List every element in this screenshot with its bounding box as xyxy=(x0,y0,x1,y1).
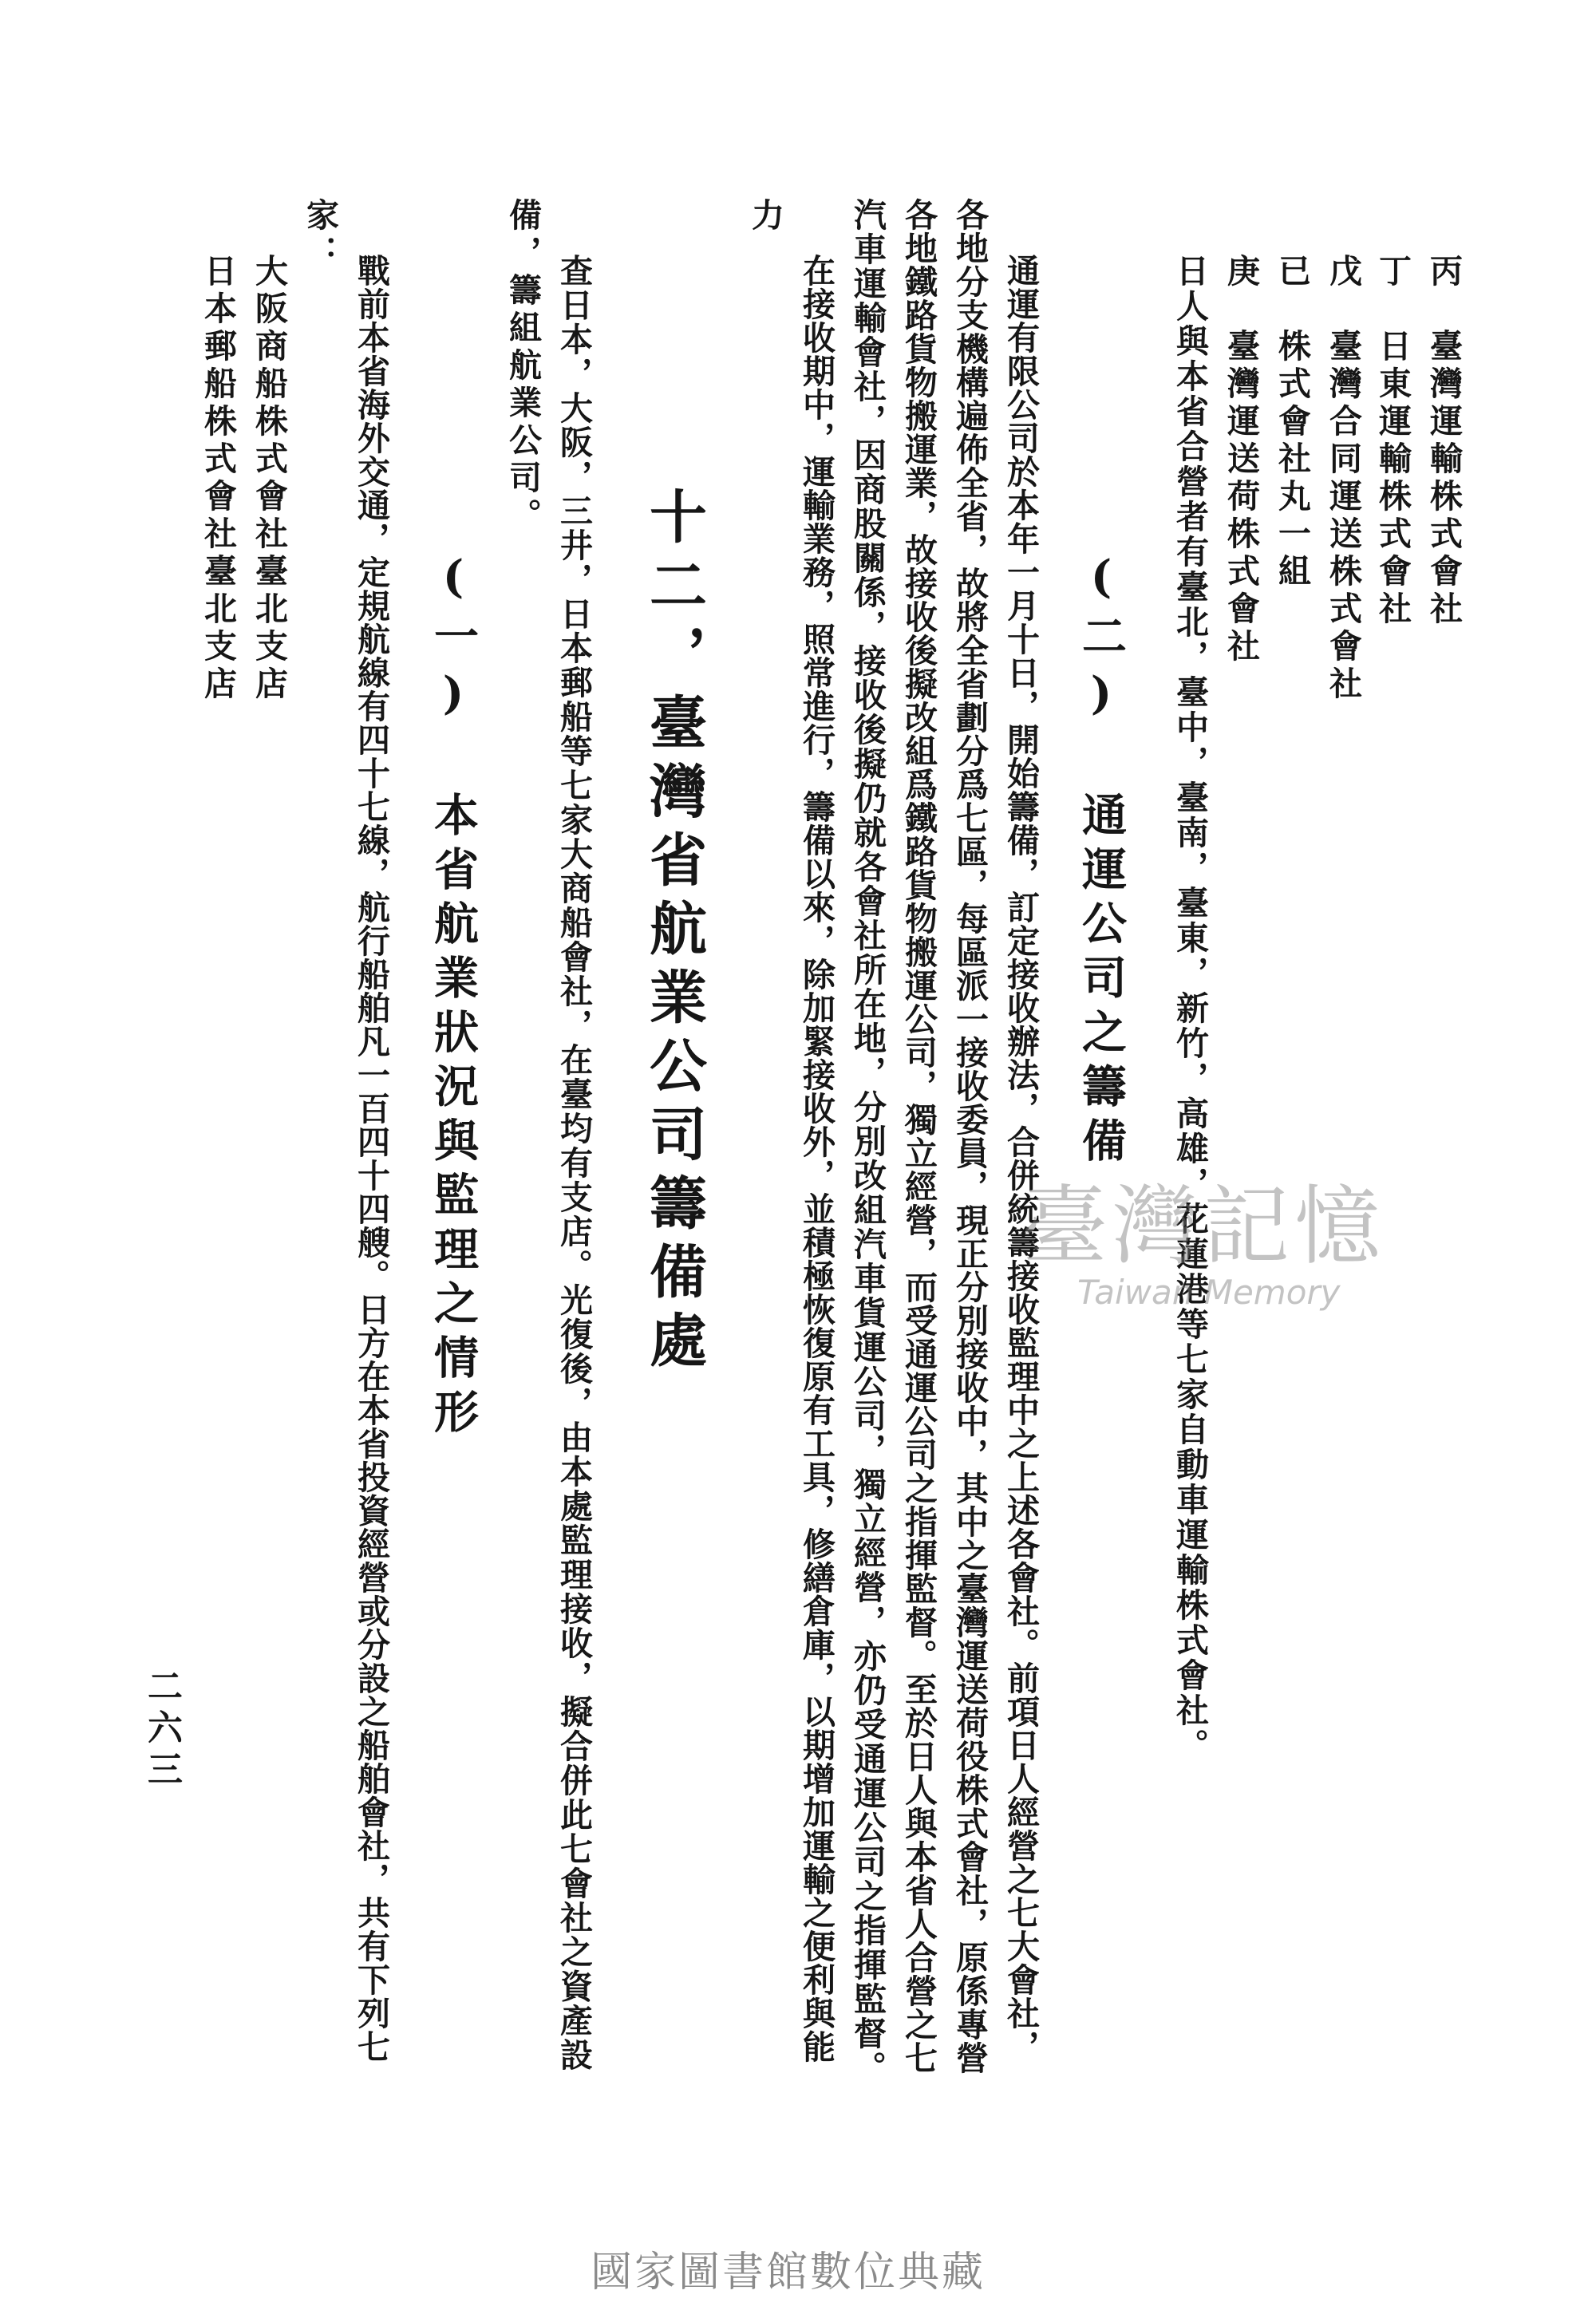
text-column: 丁 日東運輸株式會社 xyxy=(1373,254,1412,629)
text-column: 備，籌組航業公司。 xyxy=(504,198,542,535)
watermark-title: 臺灣記憶 xyxy=(1021,1177,1386,1277)
text-column: 各地鐵路貨物搬運業，故接收後擬改組爲鐵路貨物搬運公司，獨立經營，而受通運公司之指揮監督。至於日人與本省人合營之七 xyxy=(899,198,938,2075)
text-column: 庚 臺灣運送荷株式會社 xyxy=(1222,254,1260,666)
page-number: 二六三 xyxy=(141,1668,182,1792)
text-column: 已 株式會社丸一組 xyxy=(1273,254,1311,591)
text-column: 家： xyxy=(301,198,339,273)
text-column: 日本郵船株式會社臺北支店 xyxy=(199,254,237,704)
text-column: 在接收期中，運輸業務，照常進行，籌備以來，除加緊接收外，並積極恢復原有工具，修繕倉庫，以期增加運輸之便利與能 xyxy=(797,254,836,2063)
chapter-title: 十二，臺灣省航業公司籌備處 xyxy=(640,487,708,1379)
text-column: 丙 臺灣運輸株式會社 xyxy=(1424,254,1463,629)
footer-caption: 國家圖書館數位典藏 xyxy=(591,2249,986,2296)
text-column: 大阪商船株式會社臺北支店 xyxy=(250,254,288,704)
text-column: 各地分支機構遍佈全省，故將全省劃分爲七區，每區派一接收委員，現正分別接收中，其中之臺灣運送荷役株式會社，原係專營 xyxy=(950,198,989,2075)
text-column: 查日本，大阪，三井，日本郵船等七家大商船會社，在臺均有支店。光復後，由本處監理接收，擬合併此七會社之資產設 xyxy=(555,254,593,2072)
text-column: 戊 臺灣合同運送株式會社 xyxy=(1324,254,1362,704)
text-column: 日人與本省合營者有臺北，臺中，臺南，臺東，新竹，高雄，花蓮港等七家自動車運輸株式會社。 xyxy=(1171,254,1209,1763)
text-column: 力 xyxy=(746,198,784,235)
section-heading: (一) 本省航業狀況與監理之情形 xyxy=(427,551,480,1443)
text-column: 汽車運輸會社，因商股關係，接收後擬仍就各會社所在地，分別改組汽車貨運公司，獨立經營，亦仍受通運公司之指揮監督。 xyxy=(848,198,887,2085)
text-column: 戰前本省海外交通，定規航線有四十七線，航行船舶凡一百四十四艘。日方在本省投資經營或分設之船舶會社，共有下列七 xyxy=(352,254,390,2063)
watermark-subtitle: Taiwan Memory xyxy=(1077,1273,1341,1312)
text-column: 通運有限公司於本年一月十日，開始籌備，訂定接收辦法，合併統籌接收監理中之上述各會社。前項日人經營之七大會社， xyxy=(1001,254,1040,2063)
section-heading: (二) 通運公司之籌備 xyxy=(1075,551,1128,1171)
watermark-logo xyxy=(1021,1157,1386,1341)
